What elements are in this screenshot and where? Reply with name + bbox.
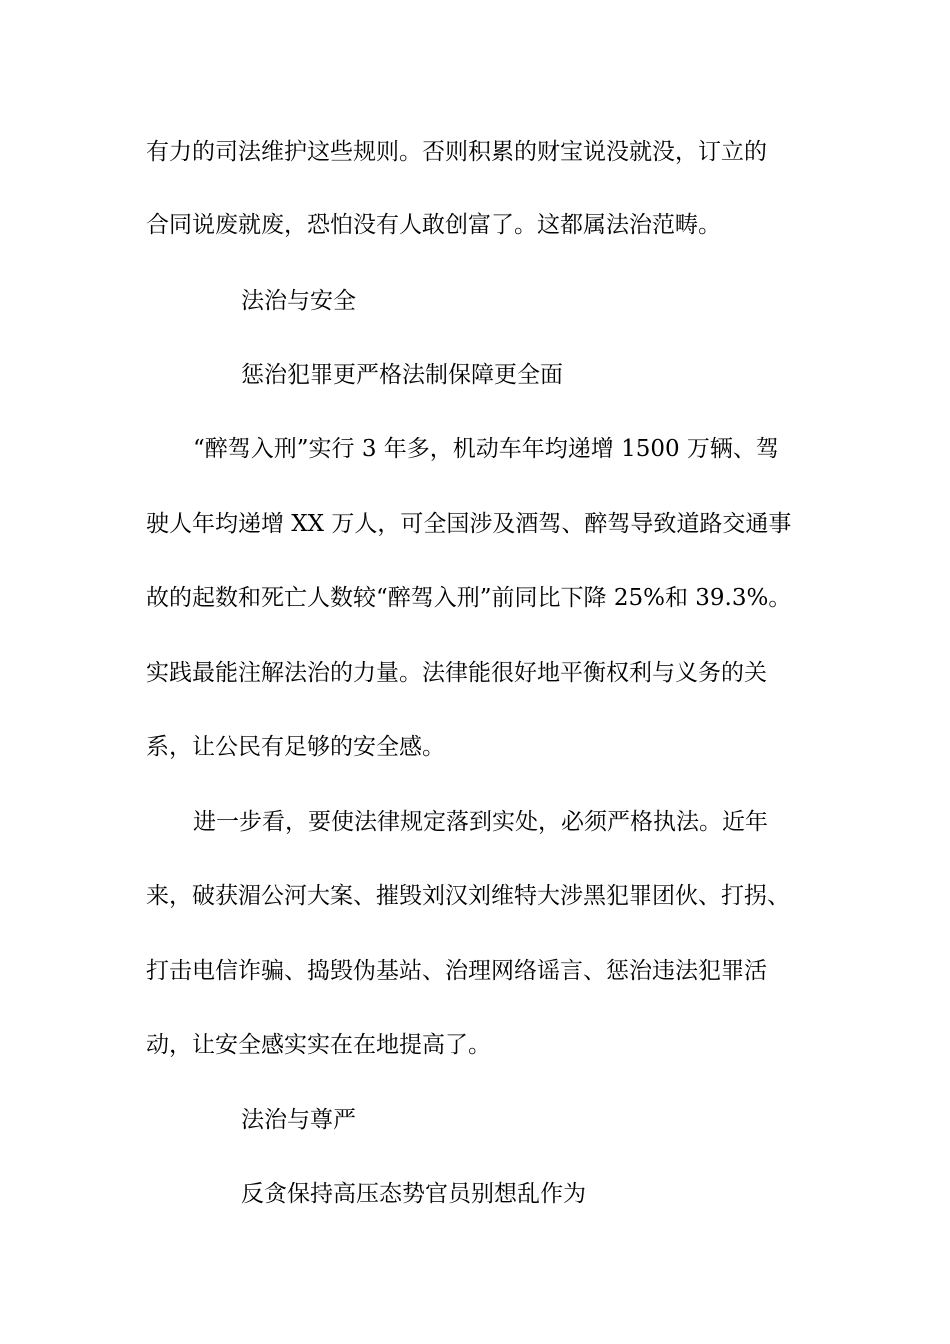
text-line: 合同说废就废，恐怕没有人敢创富了。这都属法治范畴。 (146, 212, 721, 238)
text-line: “醉驾入刑”实行 3 年多，机动车年均递增 1500 万辆、驾 (193, 436, 779, 462)
text-line: 驶人年均递增 XX 万人，可全国涉及酒驾、醉驾导致道路交通事 (146, 511, 792, 537)
text-line: 故的起数和死亡人数较“醉驾入刑”前同比下降 25%和 39.3%。 (146, 585, 792, 611)
text-line: 有力的司法维护这些规则。否则积累的财宝说没就没，订立的 (146, 139, 767, 165)
text-line: 来，破获湄公河大案、摧毁刘汉刘维特大涉黑犯罪团伙、打拐、 (146, 883, 790, 909)
section-heading: 法治与尊严 (241, 1107, 356, 1133)
text-line: 进一步看，要使法律规定落到实处，必须严格执法。近年 (193, 809, 768, 835)
text-line: 系，让公民有足够的安全感。 (146, 734, 445, 760)
text-line: 打击电信诈骗、捣毁伪基站、治理网络谣言、惩治违法犯罪活 (146, 958, 767, 984)
text-line: 动，让安全感实实在在地提高了。 (146, 1032, 491, 1058)
section-subheading: 惩治犯罪更严格法制保障更全面 (241, 362, 563, 388)
section-heading: 法治与安全 (241, 288, 356, 314)
text-line: 实践最能注解法治的力量。法律能很好地平衡权利与义务的关 (146, 660, 767, 686)
section-subheading: 反贪保持高压态势官员别想乱作为 (241, 1181, 586, 1207)
